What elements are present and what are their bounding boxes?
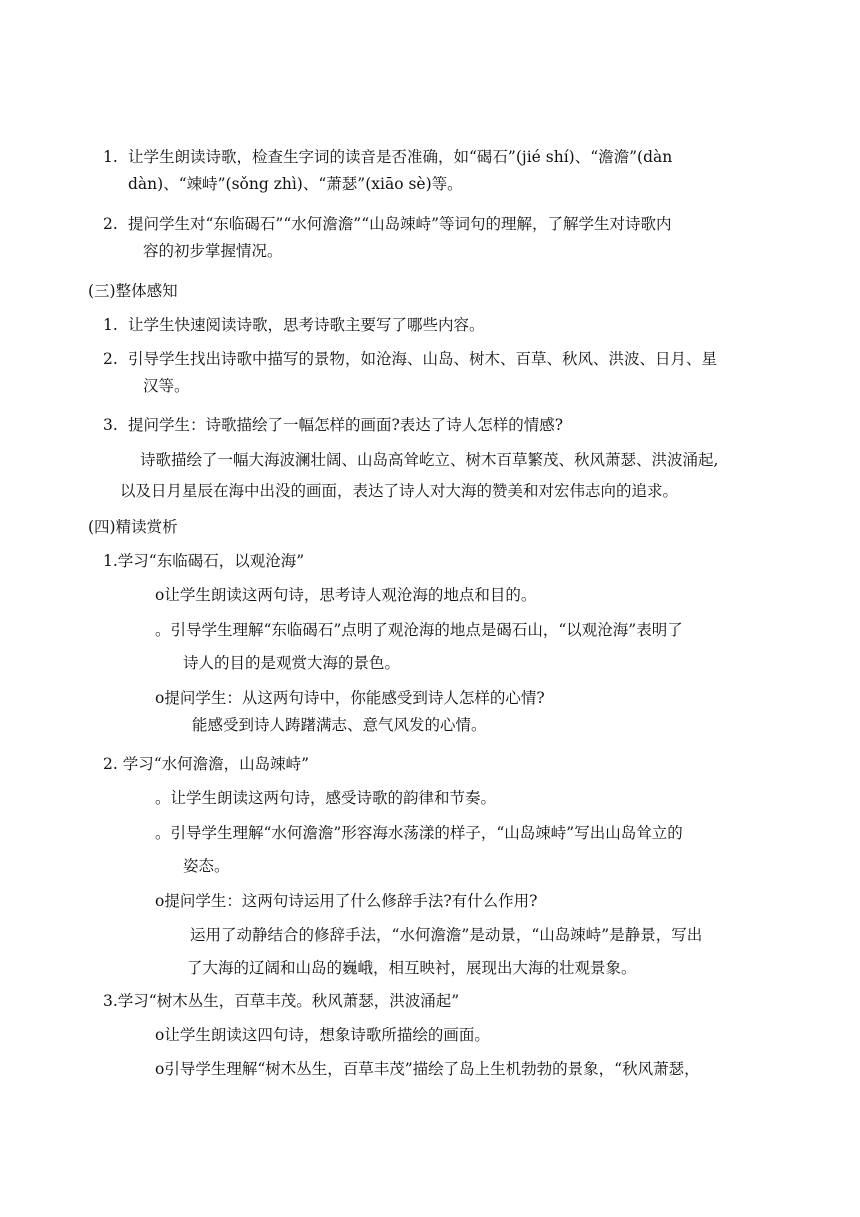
list-item-number: 1.	[103, 316, 118, 334]
bullet-answer: 运用了动静结合的修辞手法，“水何澹澹”是动景，“山岛竦峙”是静景，写出	[190, 926, 703, 944]
bullet-item: o提问学生：从这两句诗中，你能感受到诗人怎样的心情?	[155, 689, 545, 707]
bullet-item: 。让学生朗读这两句诗，感受诗歌的韵律和节奏。	[155, 789, 497, 807]
list-item-number: 2.	[103, 350, 118, 368]
list-item-number: 2.	[103, 215, 118, 233]
bullet-answer-continued: 了大海的辽阔和山岛的巍峨，相互映衬，展现出大海的壮观景象。	[187, 959, 637, 977]
list-item-text-continued: 汉等。	[143, 377, 190, 395]
answer-text: 诗歌描绘了一幅大海波澜壮阔、山岛高耸屹立、树木百草繁茂、秋风萧瑟、洪波涌起,	[140, 451, 719, 469]
bullet-item: 。引导学生理解“水何澹澹”形容海水荡漾的样子，“山岛竦峙”写出山岛耸立的	[155, 824, 683, 842]
bullet-item: o提问学生：这两句诗运用了什么修辞手法?有什么作用?	[155, 892, 538, 910]
subsection-title: 3.学习“树木丛生，百草丰茂。秋风萧瑟，洪波涌起”	[103, 992, 460, 1010]
list-item-text-continued: dàn)、“竦峙”(sǒng zhì)、“萧瑟”(xiāo sè)等。	[128, 175, 463, 193]
answer-text-continued: 以及日月星辰在海中出没的画面，表达了诗人对大海的赞美和对宏伟志向的追求。	[120, 482, 679, 500]
bullet-item: o引导学生理解“树木丛生，百草丰茂”描绘了岛上生机勃勃的景象，“秋风萧瑟，	[155, 1060, 700, 1078]
list-item-text-continued: 容的初步掌握情况。	[143, 242, 283, 260]
bullet-item: 。引导学生理解“东临碣石”点明了观沧海的地点是碣石山，“以观沧海”表明了	[155, 621, 683, 639]
list-item-number: 3.	[103, 416, 118, 434]
section-heading: (三)整体感知	[88, 282, 178, 300]
list-item-text: 提问学生对“东临碣石”“水何澹澹”“山岛竦峙”等词句的理解，了解学生对诗歌内	[128, 215, 672, 233]
subsection-title: 1.学习“东临碣石，以观沧海”	[103, 552, 305, 570]
section-heading: (四)精读赏析	[88, 518, 178, 536]
bullet-item-continued: 诗人的目的是观赏大海的景色。	[183, 654, 401, 672]
list-item-text: 让学生快速阅读诗歌，思考诗歌主要写了哪些内容。	[128, 316, 485, 334]
bullet-item: o让学生朗读这四句诗，想象诗歌所描绘的画面。	[155, 1026, 490, 1044]
subsection-title: 2. 学习“水何澹澹，山岛竦峙”	[103, 755, 310, 773]
list-item-number: 1.	[103, 148, 118, 166]
bullet-item: o让学生朗读这两句诗，思考诗人观沧海的地点和目的。	[155, 586, 537, 604]
list-item-text: 让学生朗读诗歌，检查生字词的读音是否准确，如“碣石”(jié shí)、“澹澹”(dàn	[128, 148, 673, 166]
bullet-item-continued: 姿态。	[183, 857, 230, 875]
list-item-text: 引导学生找出诗歌中描写的景物，如沧海、山岛、树木、百草、秋风、洪波、日月、星	[128, 350, 718, 368]
list-item-text: 提问学生：诗歌描绘了一幅怎样的画面?表达了诗人怎样的情感?	[128, 416, 564, 434]
bullet-answer: 能感受到诗人踌躇满志、意气风发的心情。	[192, 716, 487, 734]
